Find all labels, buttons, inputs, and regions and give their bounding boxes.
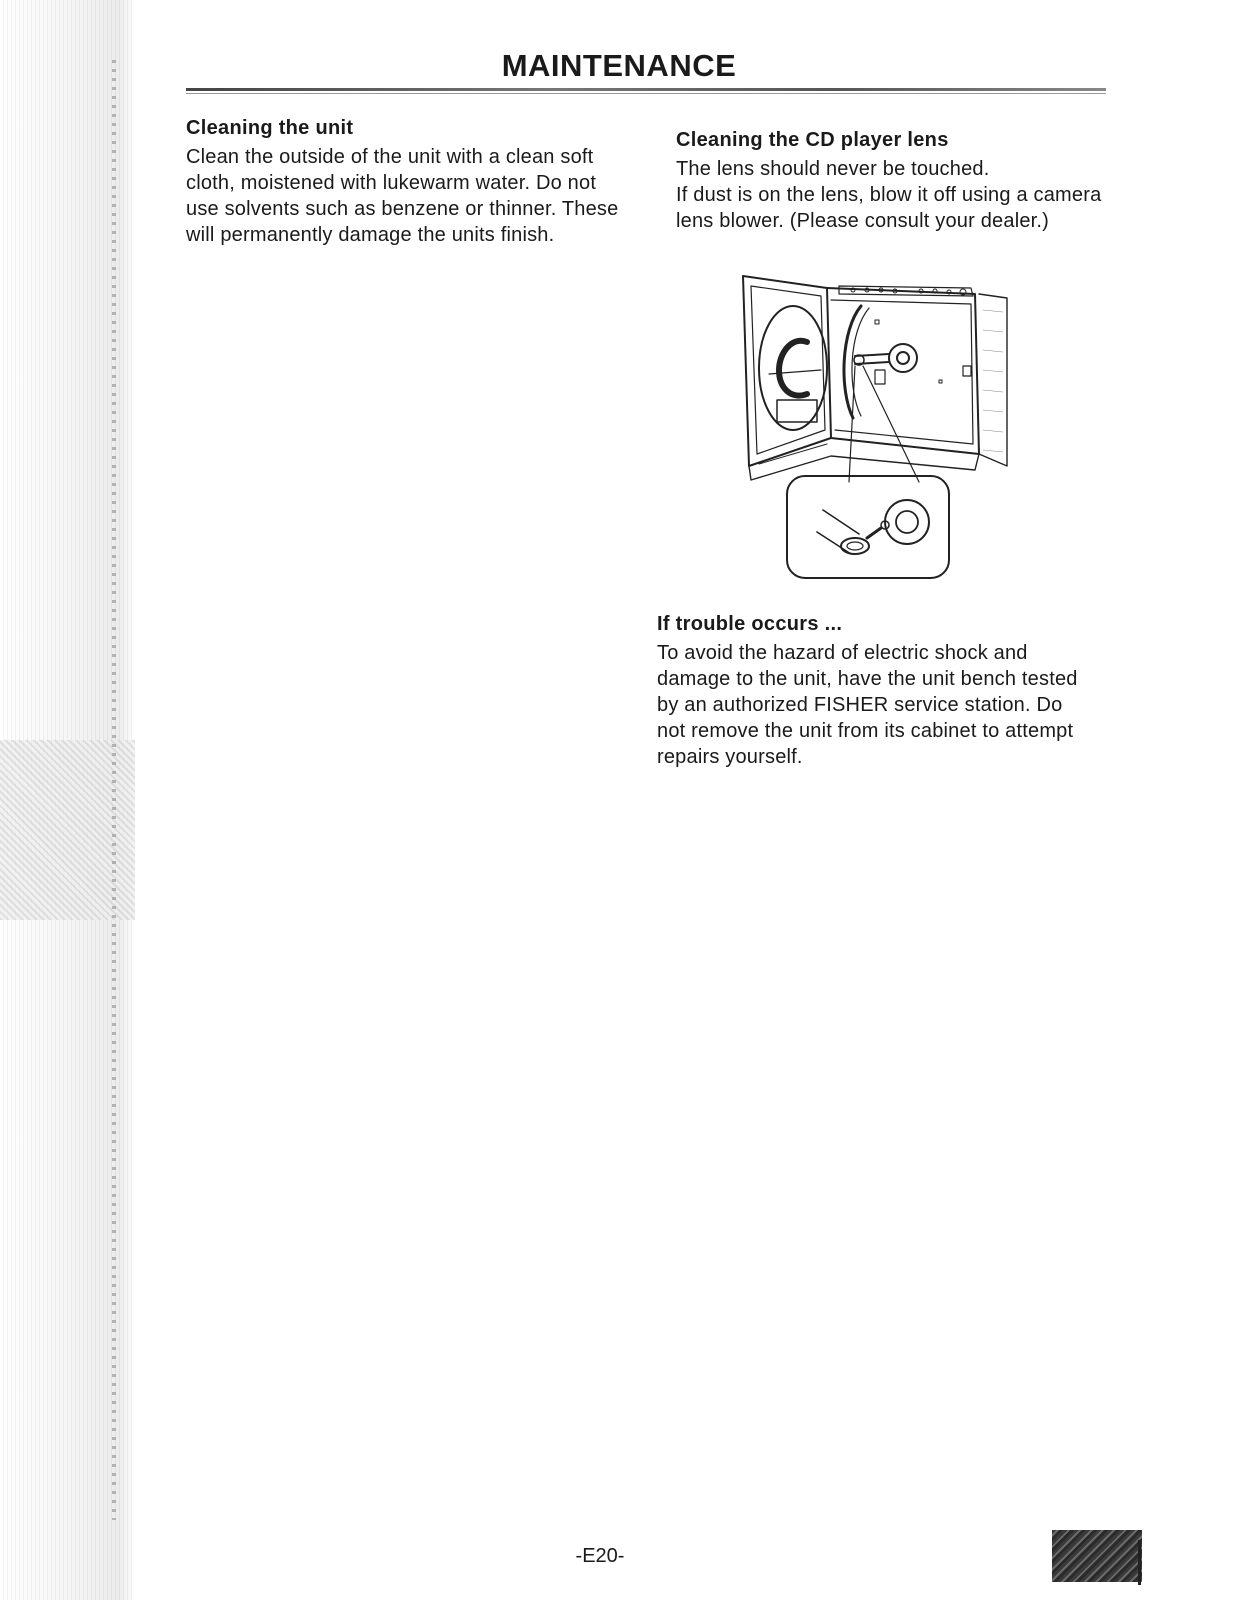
- section-body: [186, 144, 626, 248]
- text-line: The lens should never be touched.: [676, 158, 990, 180]
- text-line: damage to the unit, have the unit bench tested: [657, 668, 1078, 690]
- section-heading: Cleaning the CD player lens: [676, 129, 949, 151]
- section-cleaning-lens: [676, 129, 1116, 234]
- text-line: use solvents such as benzene or thinner. These: [186, 198, 619, 220]
- page-corner-tab: [1052, 1530, 1142, 1582]
- page-number: -E20-: [575, 1545, 625, 1567]
- title-rule-thin: [186, 93, 1106, 94]
- text-line: repairs yourself.: [657, 746, 803, 768]
- text-line: will permanently damage the units finish.: [186, 224, 555, 246]
- text-line: Clean the outside of the unit with a clean soft: [186, 146, 594, 168]
- text-line: To avoid the hazard of electric shock and: [657, 642, 1028, 664]
- section-heading: If trouble occurs ...: [657, 613, 843, 635]
- text-line: cloth, moistened with lukewarm water. Do not: [186, 172, 597, 194]
- section-if-trouble-occurs: [657, 613, 1097, 770]
- title-rule: [186, 88, 1106, 91]
- section-heading: Cleaning the unit: [186, 117, 354, 139]
- section-body: [676, 156, 1116, 234]
- page-title: MAINTENANCE: [501, 48, 737, 83]
- scan-edge-shadow: [0, 0, 135, 1600]
- text-line: by an authorized FISHER service station. Do: [657, 694, 1063, 716]
- text-line: If dust is on the lens, blow it off using a camera: [676, 184, 1102, 206]
- binding-holes: [112, 60, 116, 1520]
- text-line: not remove the unit from its cabinet to attempt: [657, 720, 1074, 742]
- section-body: [657, 640, 1097, 770]
- section-cleaning-unit: [186, 117, 626, 248]
- page-corner-tab-edge: [1138, 1540, 1141, 1585]
- text-line: lens blower. (Please consult your dealer.): [676, 210, 1050, 232]
- cd-player-lens-blower-icon: [735, 270, 1015, 582]
